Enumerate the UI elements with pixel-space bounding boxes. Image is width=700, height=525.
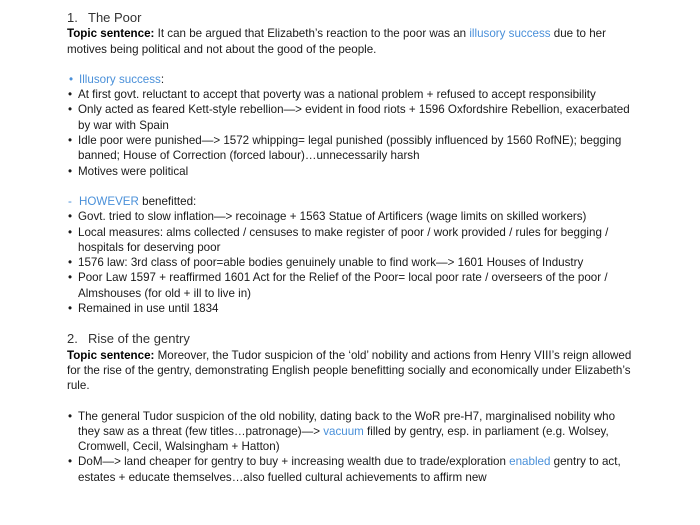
list-item: • Only acted as feared Kett-style rebellion—> evident in food riots + 1596 Oxfordshire Rebellion, exacerbated by war with Spain — [67, 102, 637, 133]
essay-plan — [67, 10, 637, 485]
section-heading-poor — [67, 10, 637, 25]
list-item: • Remained in use until 1834 — [67, 301, 637, 316]
bullet-list — [67, 209, 637, 316]
list-item: • At first govt. reluctant to accept that poverty was a national problem + refused to accept responsibility — [67, 87, 637, 102]
highlight-text: vacuum — [323, 424, 364, 438]
bullet-list — [67, 87, 637, 179]
item-text-end: filled by gentry, esp. in parliament (e.g. Wolsey, Cromwell, Cecil, Walsingham + Hatton) — [78, 424, 609, 454]
section-title: The Poor — [88, 10, 142, 25]
bullet-list — [67, 409, 637, 485]
highlight-text: Illusory success — [79, 72, 161, 86]
section-number: 1. — [67, 10, 78, 25]
highlight-text: illusory success — [469, 27, 551, 41]
highlight-text: enabled — [509, 455, 551, 469]
list-item: • Local measures: alms collected / censuses to make register of poor / work provided / rules for begging / hospitals for deserving poor — [67, 225, 637, 256]
spacer — [67, 179, 637, 194]
list-item: • Motives were political — [67, 164, 637, 179]
section-title: Rise of the gentry — [88, 331, 190, 347]
section-number: 2. — [67, 331, 78, 347]
subheading-however — [67, 194, 637, 209]
topic-text: It can be argued that Elizabeth’s reaction to the poor was an — [154, 27, 470, 41]
topic-label: Topic sentence: — [67, 348, 155, 362]
highlight-text: HOWEVER — [79, 194, 139, 208]
item-text-end: gentry to act, estates + educate themselves…also fuelled cultural achievements to affirm new — [78, 455, 621, 484]
topic-sentence — [67, 26, 637, 57]
subheading-suffix: benefitted: — [138, 194, 197, 208]
list-item: • Poor Law 1597 + reaffirmed 1601 Act for the Relief of the Poor= local poor rate / overseers of the poor / Almshouses (for old + ill to live in) — [67, 270, 637, 301]
spacer — [67, 394, 637, 409]
section-heading-gentry — [67, 331, 637, 346]
spacer — [67, 57, 637, 72]
list-item: • Idle poor were punished—> 1572 whipping= legal punished (possibly influenced by 1560 RofNE); begging banned; House of Correction (forced labour)…unnecessarily harsh — [67, 133, 637, 164]
list-item: • 1576 law: 3rd class of poor=able bodies genuinely unable to find work—> 1601 Houses of Industry — [67, 255, 637, 270]
list-item: • Govt. tried to slow inflation—> recoinage + 1563 Statue of Artificers (wage limits on skilled workers) — [67, 209, 637, 224]
topic-label: Topic sentence: — [67, 27, 155, 41]
list-item — [67, 409, 637, 455]
subheading-suffix: : — [160, 72, 165, 86]
item-text: The general Tudor suspicion of the old nobility, dating back to the WoR pre-H7, marginalised nobility who they saw as a threat (few titles…patronage)—> — [78, 409, 616, 438]
list-item — [67, 454, 637, 485]
item-text: DoM—> land cheaper for gentry to buy + increasing wealth due to trade/exploration — [78, 455, 510, 469]
subheading-illusory — [67, 72, 637, 87]
topic-text: Moreover, the Tudor suspicion of the ‘old’ nobility and actions from Henry VIII’s reign allowed for the rise of the gentry, demonstrating English people benefitting socially and economically under Elizabeth’s rule. — [67, 348, 632, 393]
topic-sentence — [67, 348, 637, 394]
topic-text-end: due to her motives being political and not about the good of the people. — [67, 27, 606, 56]
